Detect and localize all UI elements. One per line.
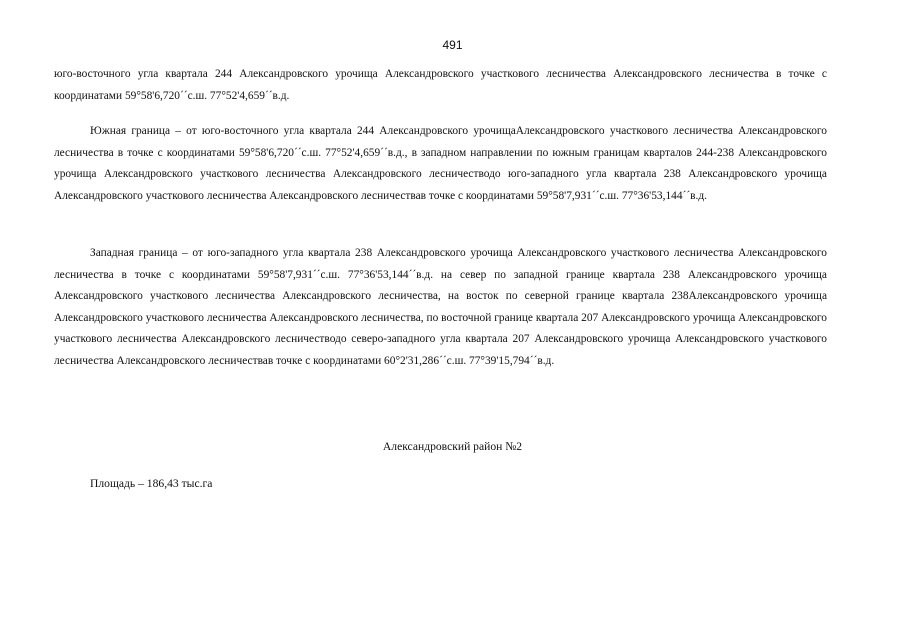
paragraph-continuation: юго-восточного угла квартала 244 Александровского урочища Александровского участкового лесничества Александровского лесничества в точке с координатами 59°58'6,720´´с.ш. 77°52'4,659´´в.д.: [54, 68, 827, 102]
paragraph-west-border: Западная граница – от юго-западного угла квартала 238 Александровского урочища Александровского участкового лесничества Александровского лесничества в точке с координатами 59°58'7,931´´с.ш. 77°36'53,144´´в.д. на север по западной границе квартала 238 Александровского урочища Александровского участкового лесничества Александровского лесничества, на восток по северной границе квартала 238Александровского урочища Александровского участкового лесничества Александровского лесничества, по восточной границе квартала 207 Александровского урочища Александровского участкового лесничества Александровского лесничестводо северо-западного угла квартала 207 Александровского урочища Александровского участкового лесничества Александровского лесничествав точке с координатами 60°2'31,286´´с.ш. 77°39'15,794´´в.д.: [54, 247, 827, 367]
page-number: 491: [442, 38, 463, 52]
area-line: Площадь – 186,43 тыс.га: [90, 477, 213, 490]
section-title: Александровский район №2: [382, 440, 523, 453]
paragraph-south-border: Южная граница – от юго-восточного угла квартала 244 Александровского урочищаАлександровского участкового лесничества Александровского лесничества в точке с координатами 59°58'6,720´´с.ш. 77°52'4,659´´в.д., в западном направлении по южным границам кварталов 244-238 Александровского урочища Александровского участкового лесничества Александровского лесничестводо юго-западного угла квартала 238 Александровского урочища Александровского участкового лесничества Александровского лесничествав точке с координатами 59°58'7,931´´с.ш. 77°36'53,144´´в.д.: [54, 125, 827, 202]
